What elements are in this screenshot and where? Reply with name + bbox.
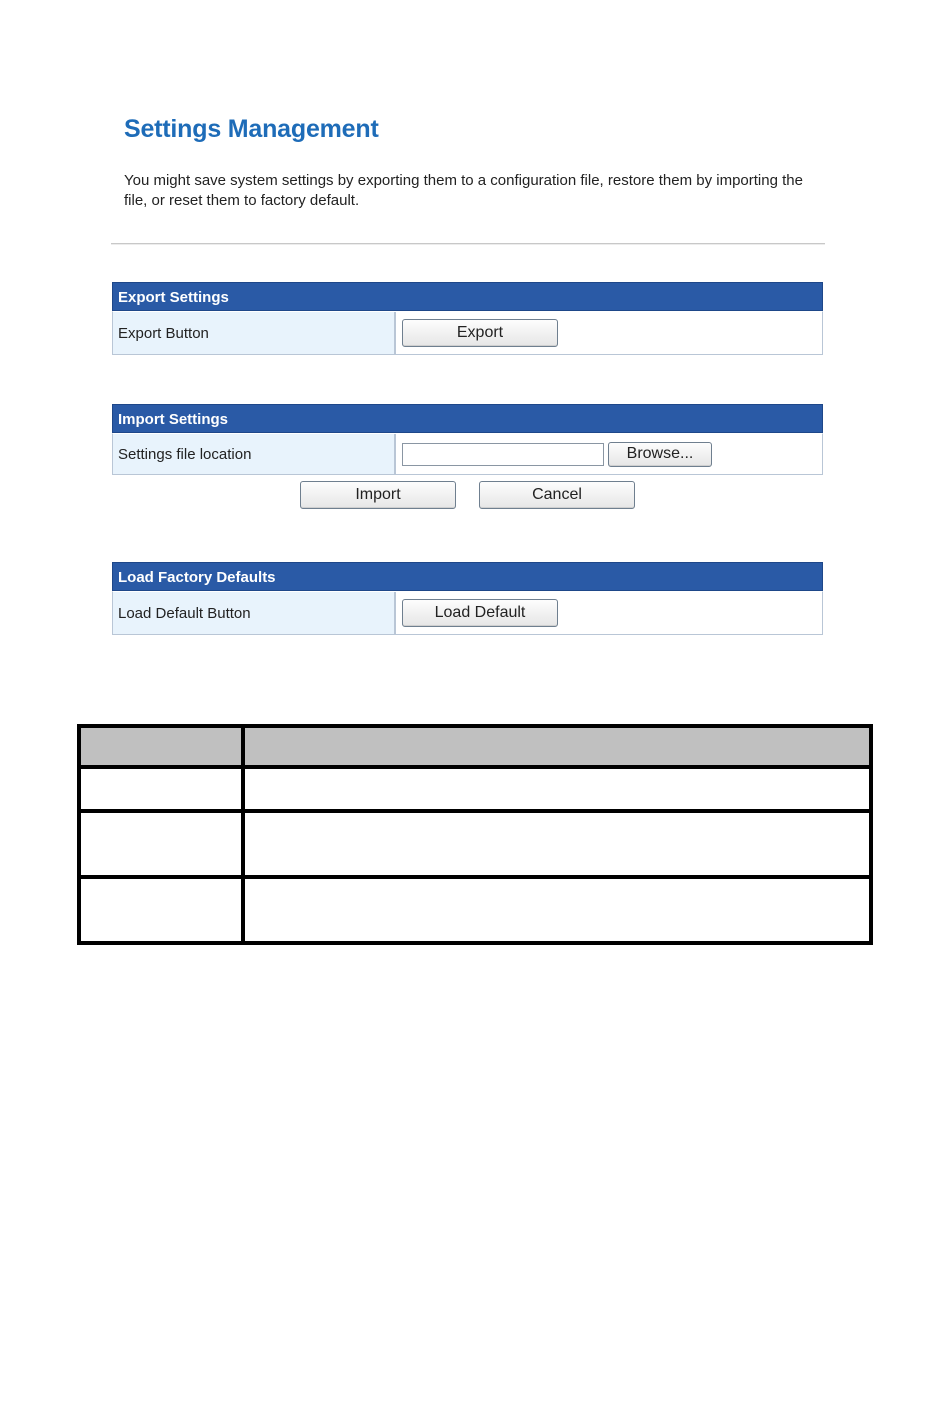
- table-header-cell: [243, 726, 871, 767]
- export-row-label: Export Button: [113, 312, 396, 354]
- divider: [111, 243, 825, 245]
- import-settings-header: Import Settings: [112, 404, 823, 433]
- table-row: [79, 767, 871, 811]
- load-default-row-label: Load Default Button: [113, 592, 396, 634]
- import-row-label: Settings file location: [113, 434, 396, 474]
- load-defaults-header: Load Factory Defaults: [112, 562, 823, 591]
- load-defaults-section: [112, 562, 823, 635]
- table-cell: [79, 811, 243, 877]
- page-description: You might save system settings by exporting them to a configuration file, restore them by importing the file, or reset them to factory default.: [124, 172, 803, 209]
- table-cell: [79, 767, 243, 811]
- table-header-cell: [79, 726, 243, 767]
- import-settings-section: [112, 404, 823, 475]
- import-row: [112, 433, 823, 475]
- export-settings-section: [112, 282, 823, 355]
- settings-file-input[interactable]: [402, 443, 604, 466]
- browse-button[interactable]: Browse...: [608, 442, 712, 467]
- import-button[interactable]: Import: [300, 481, 456, 509]
- export-settings-header: Export Settings: [112, 282, 823, 311]
- cancel-button[interactable]: Cancel: [479, 481, 635, 509]
- description-table: [77, 724, 873, 945]
- load-default-button[interactable]: Load Default: [402, 599, 558, 627]
- table-row: [79, 811, 871, 877]
- table-header-row: [79, 726, 871, 767]
- export-button[interactable]: Export: [402, 319, 558, 347]
- table-cell: [243, 811, 871, 877]
- import-row-value: [396, 434, 822, 474]
- load-default-row: [112, 591, 823, 635]
- table-row: [79, 877, 871, 943]
- table-cell: [79, 877, 243, 943]
- import-actions: [300, 481, 635, 509]
- export-row: [112, 311, 823, 355]
- table-cell: [243, 767, 871, 811]
- table-cell: [243, 877, 871, 943]
- page-title: Settings Management: [124, 115, 379, 143]
- load-default-row-value: [396, 592, 822, 634]
- export-row-value: [396, 312, 822, 354]
